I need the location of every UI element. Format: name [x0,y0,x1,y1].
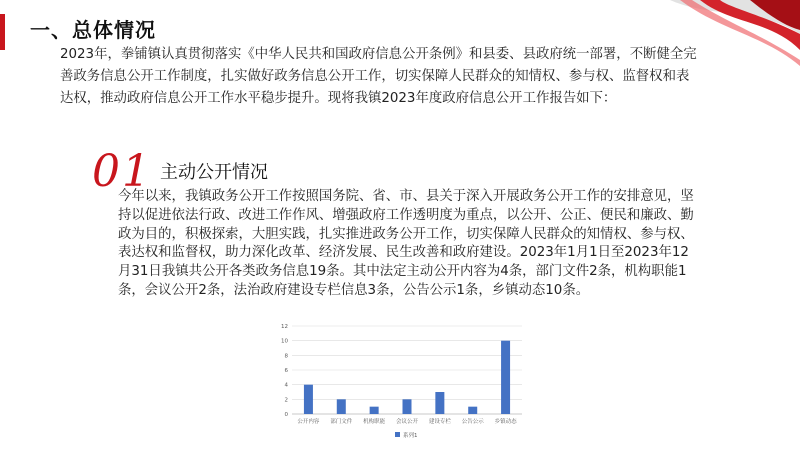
y-tick-label: 0 [284,412,288,418]
intro-paragraph: 2023年，拳铺镇认真贯彻落实《中华人民共和国政府信息公开条例》和县委、县政府统一部署，不断健全完善政务信息公开工作制度，扎实做好政务信息公开工作，切实保障人民群众的知情权、参与权、监督权和表达权，推动政府信息公开工作水平稳步提升。现将我镇2023年度政府信息公开工作报告如下： [60,47,697,106]
x-tick-label: 会议公开 [395,419,419,425]
title-accent-bar [0,14,5,50]
y-tick-label: 2 [284,397,288,404]
y-tick-label: 6 [284,368,288,374]
legend-label: 系列1 [403,433,418,439]
subsection-number: 01 [92,146,152,197]
section-title: 一、总体情况 [30,18,156,42]
bar-chart [272,306,534,450]
y-tick-label: 8 [284,353,288,360]
legend-swatch [395,432,400,437]
x-tick-label: 部门文件 [330,419,353,425]
bar [435,392,444,414]
body-paragraph: 今年以来，我镇政务公开工作按照国务院、省、市、县关于深入开展政务公开工作的安排意见，坚持以促进依法行政、改进工作作风、增强政府工作透明度为重点，以公开、公正、便民和廉政、勤政为目的，积极探索，大胆实践，扎实推进政务公开工作，切实保障人民群众的知情权、参与权、表达权和监督权，助力深化改革、经济发展、民生改善和政府建设。2023年1月1日至2023年12月31日我镇共公开各类政务信息19条。其中法定主动公开内容为4条，部门文件2条，机构职能1条，会议公开2条，法治政府建设专栏信息3条，公告公示1条，乡镇动态10条。 [118,189,694,298]
subsection-title: 主动公开情况 [160,162,268,183]
bar [304,385,313,414]
y-tick-label: 10 [281,338,288,345]
bar [403,399,412,414]
x-tick-label: 公开内容 [297,419,320,425]
bar [337,399,346,414]
bar [501,341,510,414]
bar [468,407,477,414]
y-tick-label: 12 [281,324,288,330]
y-tick-label: 4 [284,382,288,389]
x-tick-label: 建设专栏 [428,419,451,425]
x-tick-label: 乡镇动态 [494,419,517,425]
x-tick-label: 公告公示 [461,419,484,425]
bar [370,407,379,414]
x-tick-label: 机构职能 [363,419,386,425]
